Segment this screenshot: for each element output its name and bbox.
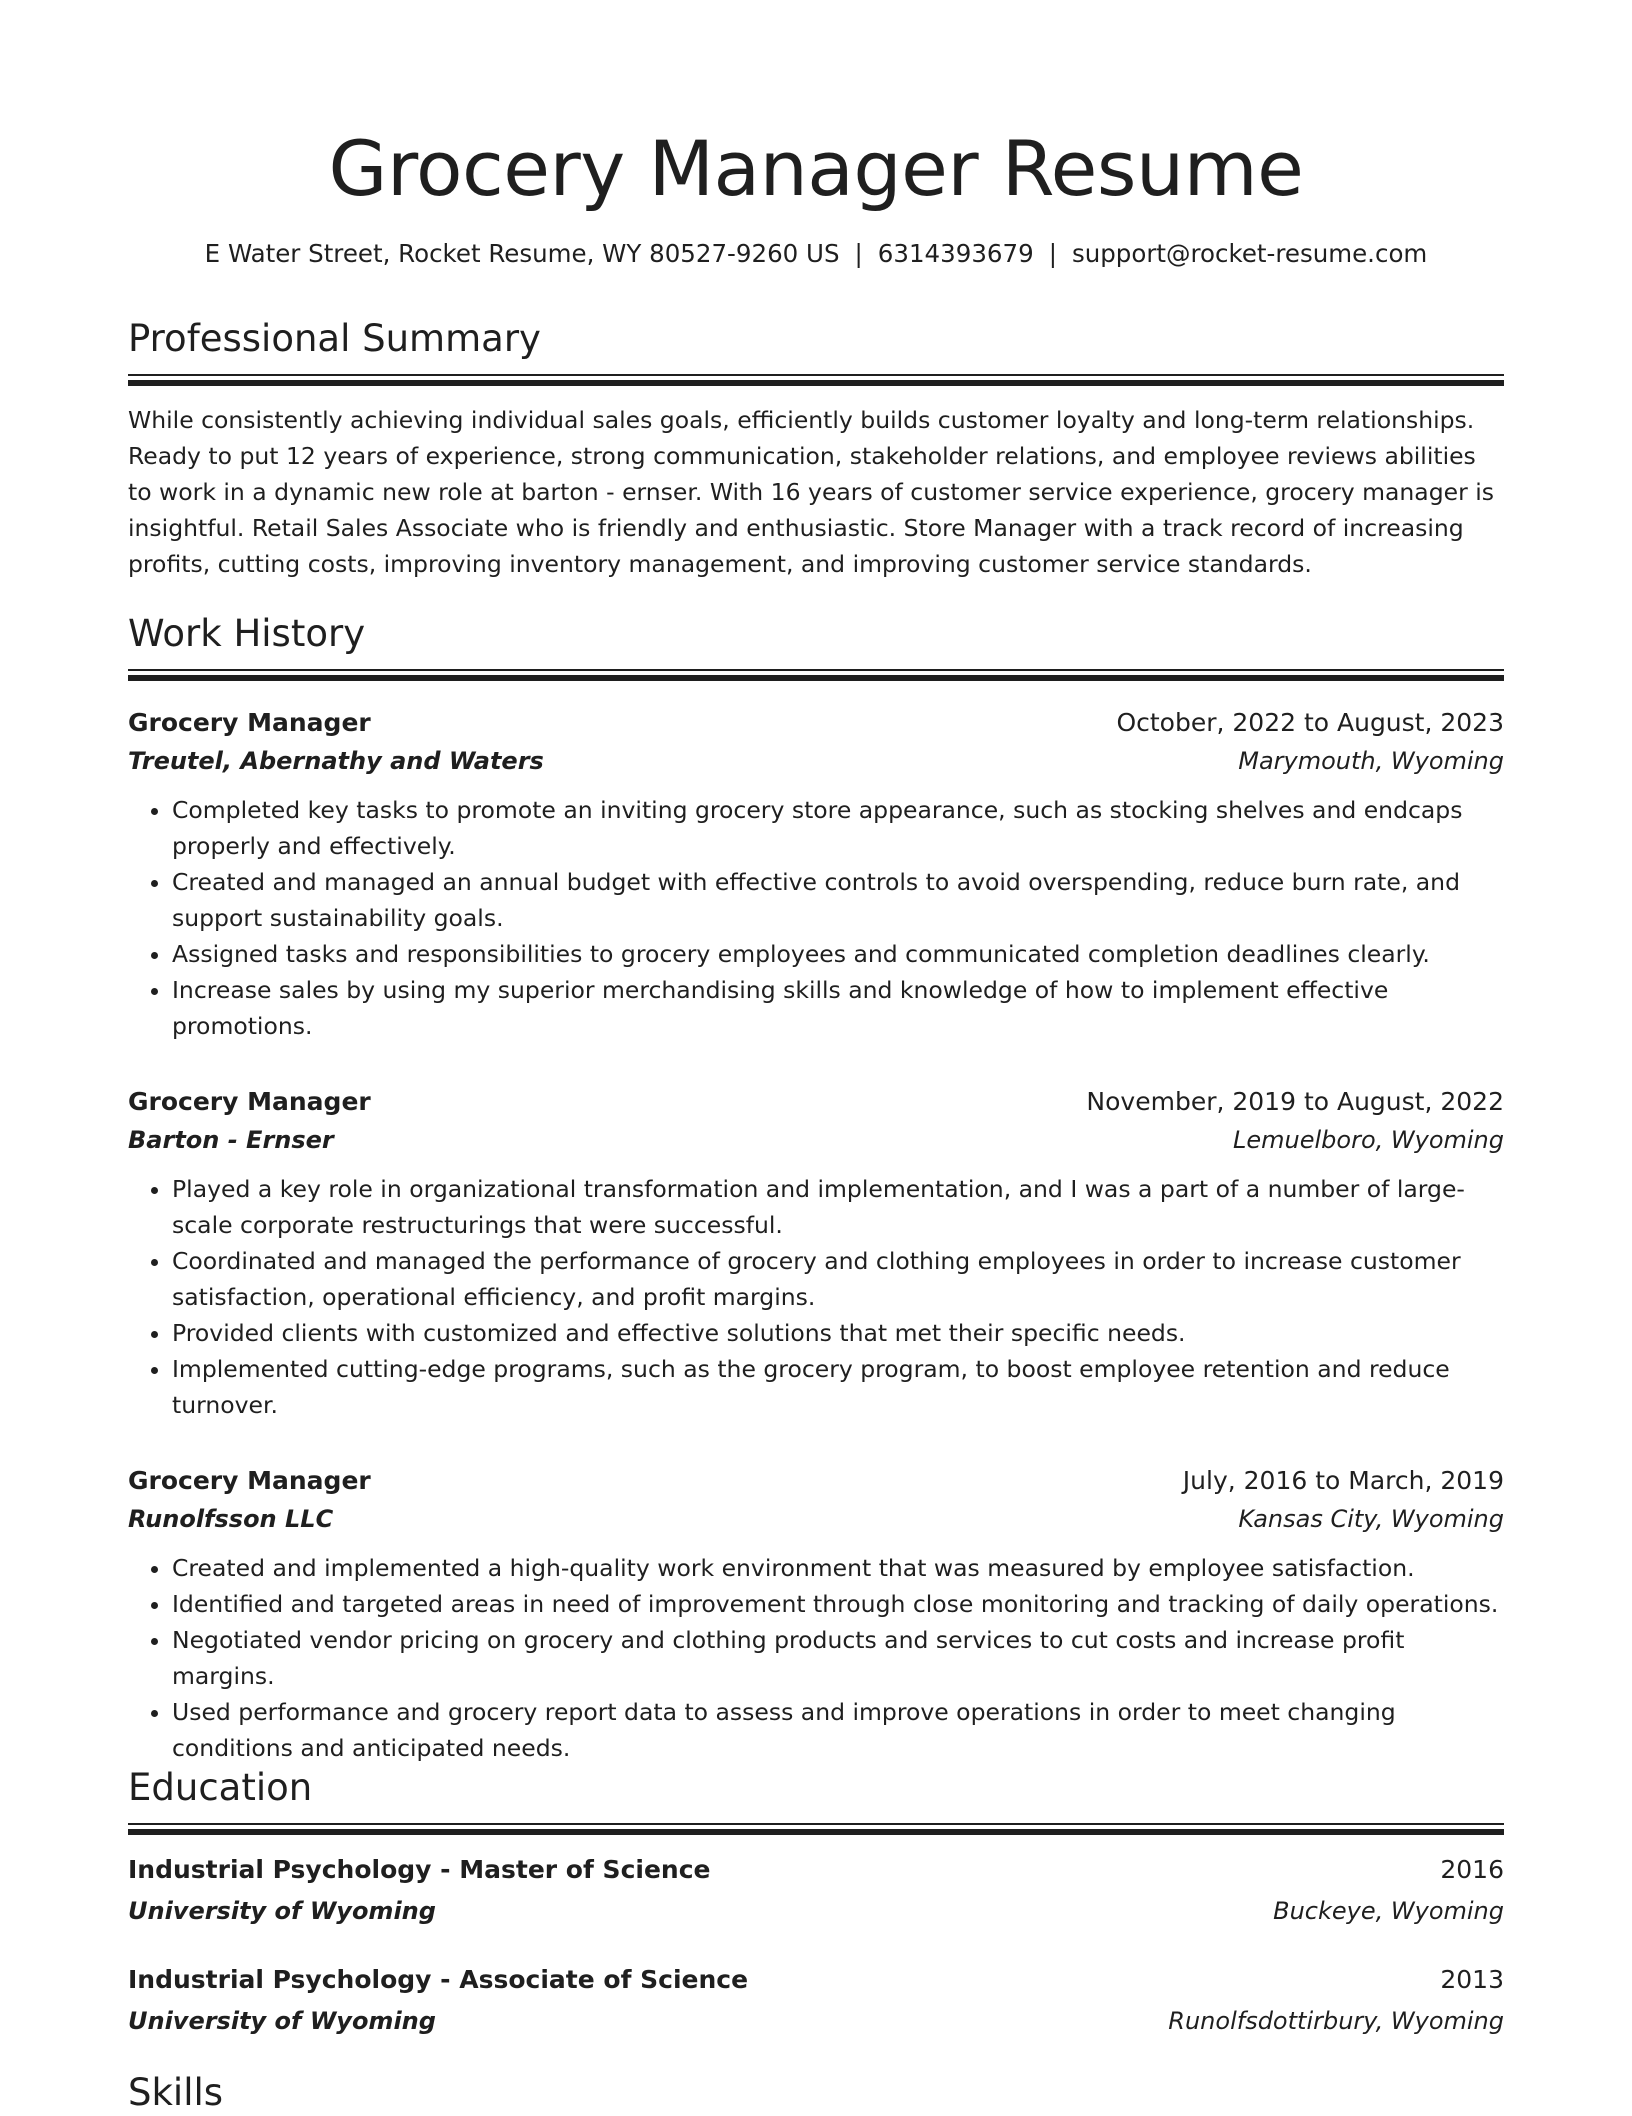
resume-page	[128, 0, 1504, 2114]
section-title-work: Work History	[128, 612, 366, 655]
contact-separator: |	[1048, 239, 1057, 268]
job-bullet: • Assigned tasks and responsibilities to grocery employees and communicated completion deadlines clearly.	[172, 936, 1504, 972]
section-education	[128, 1765, 1504, 1835]
job-location: Marymouth, Wyoming	[1238, 747, 1504, 775]
job-dates: November, 2019 to August, 2022	[1086, 1087, 1504, 1116]
job-bullets	[128, 792, 1504, 1044]
job-bullet: • Created and implemented a high-quality work environment that was measured by employee satisfaction.	[172, 1550, 1504, 1586]
education-location: Runolfsdottirbury, Wyoming	[1168, 2007, 1504, 2035]
section-divider	[128, 374, 1504, 386]
summary-text: While consistently achieving individual sales goals, efficiently builds customer loyalty and long-term relationships. Ready to put 12 years of experience, strong communication, stakeholder relations, and employee reviews abilities to work in a dynamic new role at barton - ernser. With 16 years of customer service experience, grocery manager is insightful. Retail Sales Associate who is friendly and enthusiastic. Store Manager with a track record of increasing profits, cutting costs, improving inventory management, and improving customer service standards.	[128, 406, 1494, 578]
section-skills	[128, 2070, 1504, 2116]
education-degree: Industrial Psychology - Master of Science	[128, 1855, 711, 1884]
resume-title: Grocery Manager Resume	[328, 124, 1304, 213]
education-year: 2013	[1440, 1965, 1504, 1994]
contact-phone: 6314393679	[877, 239, 1034, 268]
section-divider	[128, 669, 1504, 681]
section-divider	[128, 1823, 1504, 1835]
job-bullet: • Provided clients with customized and effective solutions that met their specific needs.	[172, 1315, 1504, 1351]
section-title-skills: Skills	[128, 2071, 224, 2114]
job-dates: October, 2022 to August, 2023	[1116, 708, 1504, 737]
job-bullet: • Completed key tasks to promote an inviting grocery store appearance, such as stocking shelves and endcaps properly and effectively.	[172, 792, 1504, 864]
job-company: Treutel, Abernathy and Waters	[128, 747, 544, 775]
section-title-education: Education	[128, 1766, 313, 1809]
job-entry	[128, 1083, 1504, 1423]
job-bullet: • Used performance and grocery report data to assess and improve operations in order to meet changing conditions and anticipated needs.	[172, 1694, 1504, 1766]
education-degree: Industrial Psychology - Associate of Science	[128, 1965, 749, 1994]
education-entry	[128, 1961, 1504, 2040]
contact-separator: |	[854, 239, 863, 268]
education-location: Buckeye, Wyoming	[1273, 1897, 1504, 1925]
job-bullet: • Increase sales by using my superior merchandising skills and knowledge of how to implement effective promotions.	[172, 972, 1504, 1044]
job-bullet: • Created and managed an annual budget with effective controls to avoid overspending, reduce burn rate, and support sustainability goals.	[172, 864, 1504, 936]
education-school: University of Wyoming	[128, 2007, 436, 2035]
education-year: 2016	[1440, 1855, 1504, 1884]
contact-address: E Water Street, Rocket Resume, WY 80527-9260 US	[204, 239, 840, 268]
job-location: Lemuelboro, Wyoming	[1233, 1126, 1504, 1154]
job-bullet: • Implemented cutting-edge programs, such as the grocery program, to boost employee retention and reduce turnover.	[172, 1351, 1504, 1423]
job-company: Runolfsson LLC	[128, 1505, 334, 1533]
job-bullets	[128, 1171, 1504, 1423]
job-role: Grocery Manager	[128, 1087, 371, 1116]
job-bullet: • Played a key role in organizational transformation and implementation, and I was a part of a number of large-scale corporate restructurings that were successful.	[172, 1171, 1504, 1243]
job-bullets	[128, 1550, 1504, 1766]
section-work-history	[128, 611, 1504, 681]
job-location: Kansas City, Wyoming	[1238, 1505, 1504, 1533]
job-bullet: • Negotiated vendor pricing on grocery and clothing products and services to cut costs and increase profit margins.	[172, 1622, 1504, 1694]
job-role: Grocery Manager	[128, 1466, 371, 1495]
job-bullet: • Coordinated and managed the performance of grocery and clothing employees in order to increase customer satisfaction, operational efficiency, and profit margins.	[172, 1243, 1504, 1315]
section-summary	[128, 316, 1504, 582]
education-school: University of Wyoming	[128, 1897, 436, 1925]
job-company: Barton - Ernser	[128, 1126, 334, 1154]
contact-email[interactable]: support@rocket-resume.com	[1071, 239, 1428, 268]
job-role: Grocery Manager	[128, 708, 371, 737]
job-entry	[128, 1462, 1504, 1766]
job-bullet: • Identified and targeted areas in need of improvement through close monitoring and tracking of daily operations.	[172, 1586, 1504, 1622]
job-dates: July, 2016 to March, 2019	[1182, 1466, 1504, 1495]
section-title-summary: Professional Summary	[128, 317, 541, 360]
job-entry	[128, 704, 1504, 1044]
education-entry	[128, 1851, 1504, 1930]
contact-line	[128, 238, 1504, 270]
